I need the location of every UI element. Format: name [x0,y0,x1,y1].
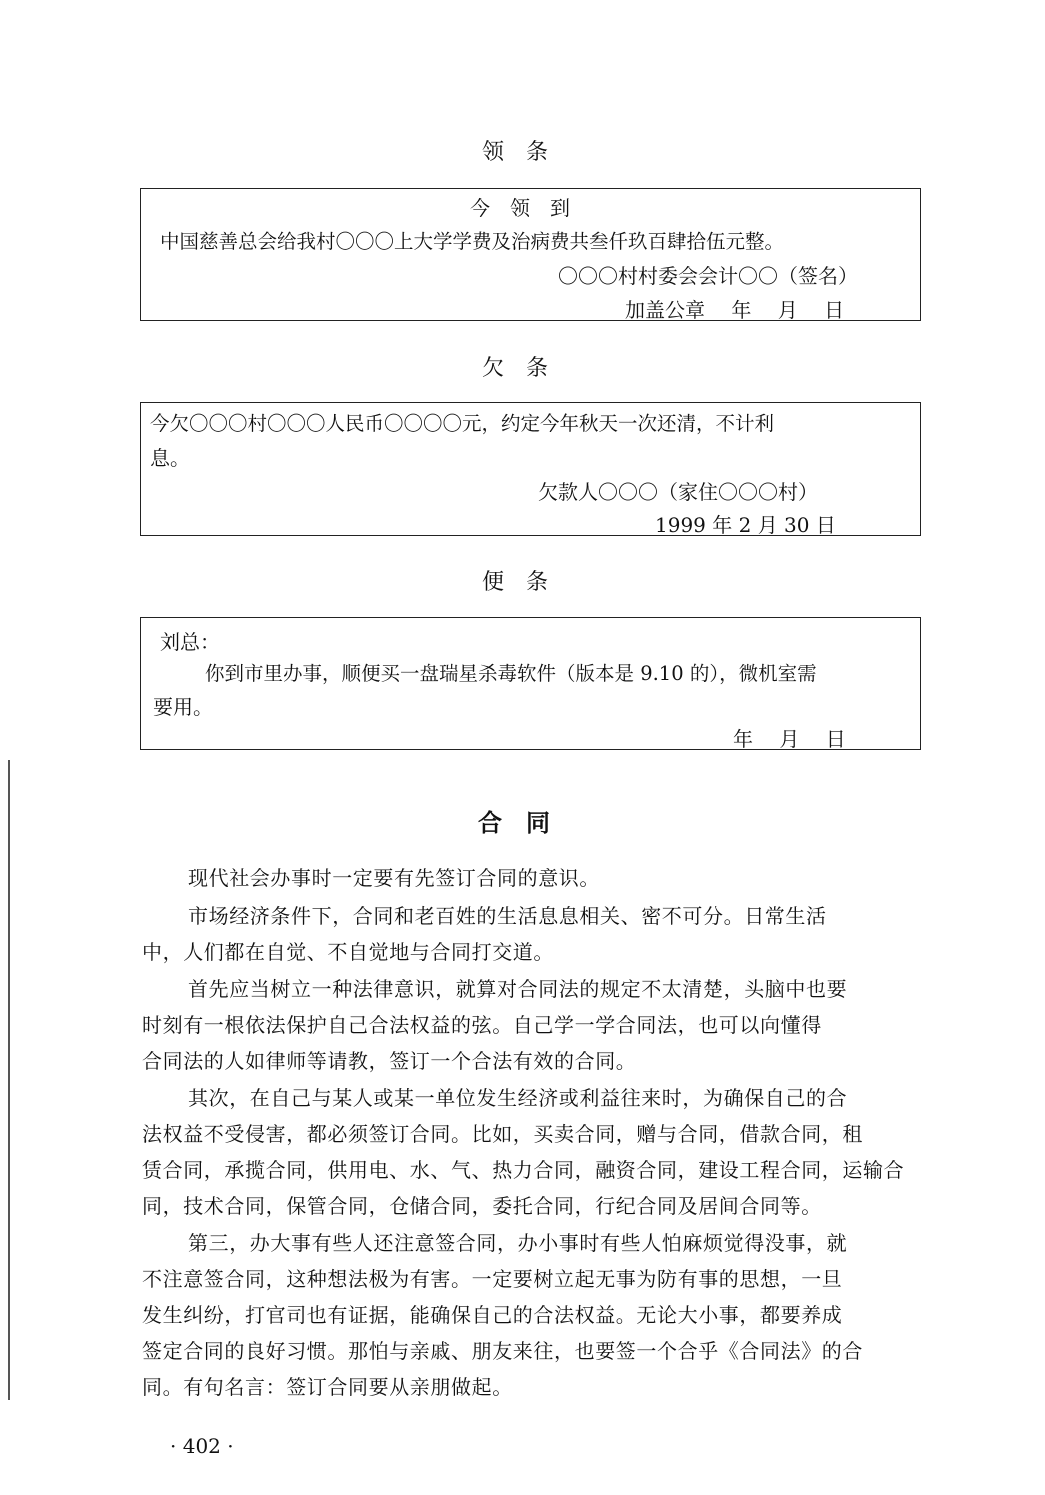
note-title: 便 条 [482,570,549,595]
iou-line-4: 1999 年 2 月 30 日 [655,513,836,537]
scan-edge-mark [8,760,10,1400]
contract-line-6: 合同法的人如律师等请教，签订一个合法有效的合同。 [142,1049,637,1073]
note-line-4: 年 月 日 [733,727,846,751]
contract-line-13: 发生纠纷，打官司也有证据，能确保自己的合法权益。无论大小事，都要养成 [142,1303,843,1327]
receipt-line-2: 中国慈善总会给我村〇〇〇上大学学费及治病费共叁仟玖百肆拾伍元整。 [160,230,785,253]
page-number: · 402 · [170,1434,234,1458]
iou-line-2: 息。 [150,446,190,470]
note-line-2: 你到市里办事，顺便买一盘瑞星杀毒软件（版本是 9.10 的），微机室需 [205,662,817,685]
contract-line-15: 同。有句名言：签订合同要从亲朋做起。 [142,1375,513,1399]
contract-line-9: 赁合同，承揽合同，供用电、水、气、热力合同，融资合同，建设工程合同，运输合 [142,1158,905,1182]
contract-line-10: 同，技术合同，保管合同，仓储合同，委托合同，行纪合同及居间合同等。 [142,1194,822,1218]
contract-line-3: 中，人们都在自觉、不自觉地与合同打交道。 [142,940,554,964]
contract-line-7: 其次，在自己与某人或某一单位发生经济或利益往来时，为确保自己的合 [188,1086,848,1110]
iou-line-3: 欠款人〇〇〇（家住〇〇〇村） [538,480,818,504]
iou-title: 欠 条 [482,356,549,381]
contract-line-8: 法权益不受侵害，都必须签订合同。比如，买卖合同，赠与合同，借款合同，租 [142,1122,863,1146]
contract-line-4: 首先应当树立一种法律意识，就算对合同法的规定不太清楚，头脑中也要 [188,977,848,1001]
note-line-1: 刘总： [160,630,220,654]
receipt-line-4: 加盖公章 年 月 日 [625,298,845,322]
note-line-3: 要用。 [153,695,213,719]
contract-line-11: 第三，办大事有些人还注意签合同，办小事时有些人怕麻烦觉得没事，就 [188,1231,848,1255]
contract-line-2: 市场经济条件下，合同和老百姓的生活息息相关、密不可分。日常生活 [188,904,827,928]
contract-line-12: 不注意签合同，这种想法极为有害。一定要树立起无事为防有事的思想，一旦 [142,1267,843,1291]
contract-line-1: 现代社会办事时一定要有先签订合同的意识。 [188,866,600,890]
contract-title: 合 同 [478,809,550,837]
contract-line-5: 时刻有一根依法保护自己合法权益的弦。自己学一学合同法，也可以向懂得 [142,1013,822,1037]
receipt-line-3: 〇〇〇村村委会会计〇〇（签名） [558,264,858,288]
receipt-line-1: 今 领 到 [470,196,570,220]
receipt-title: 领 条 [482,140,549,165]
iou-line-1: 今欠〇〇〇村〇〇〇人民币〇〇〇〇元，约定今年秋天一次还清，不计利 [150,412,775,435]
contract-line-14: 签定合同的良好习惯。那怕与亲戚、朋友来往，也要签一个合乎《合同法》的合 [142,1339,863,1363]
